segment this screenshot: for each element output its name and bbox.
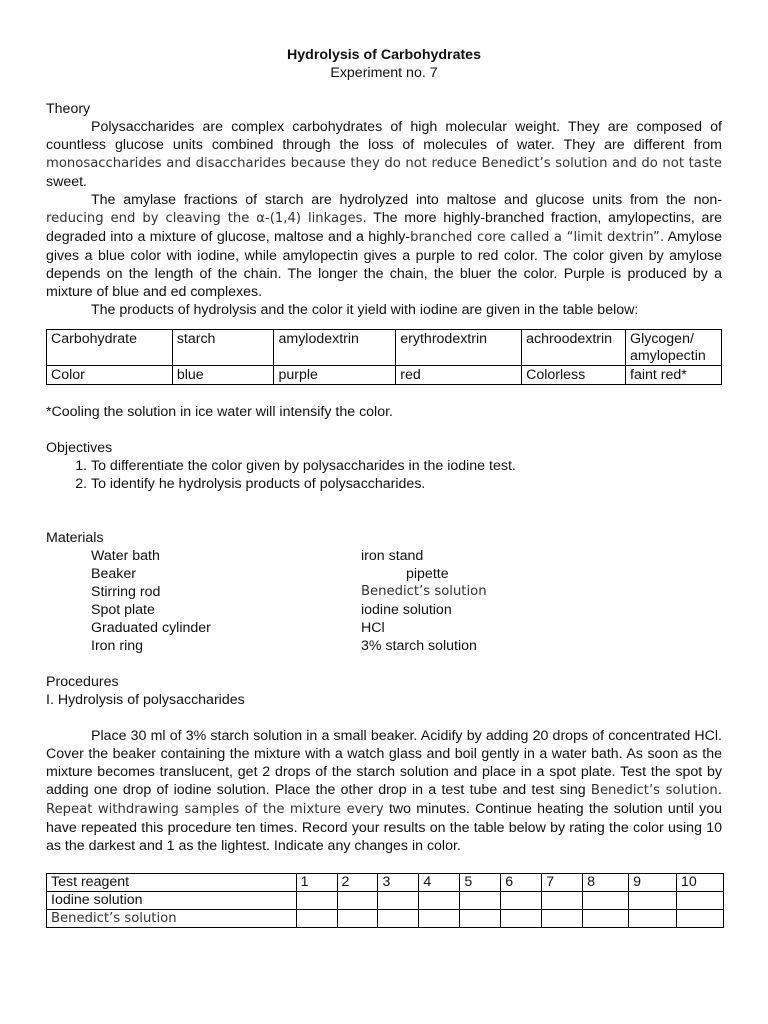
empty-cell[interactable] (419, 910, 460, 928)
table-cell: Carbohydrate (47, 330, 173, 366)
list-item: 2. To identify he hydrolysis products of polysaccharides. (91, 475, 722, 493)
empty-cell[interactable] (296, 892, 337, 910)
cooling-note: *Cooling the solution in ice water will intensify the color. (46, 404, 393, 420)
table-cell: Iodine solution (47, 892, 297, 910)
material-item: Benedict’s solution (361, 584, 487, 599)
material-item: Beaker (91, 566, 136, 582)
table-cell: blue (172, 366, 274, 385)
theory-paragraph-1: Polysaccharides are complex carbohydrates of high molecular weight. They are composed of countless glucose units combined through the loss of molecules of water. They are different from monosaccharides and disaccharides because they do not reduce Benedict’s solution and do not taste sweet. (46, 119, 722, 190)
table-header-cell: 5 (460, 874, 501, 892)
theory-heading: Theory (46, 101, 91, 117)
experiment-number: Experiment no. 7 (330, 65, 438, 81)
table-cell: amylodextrin (274, 330, 396, 366)
table-cell: Color (47, 366, 173, 385)
document-page (46, 46, 722, 928)
material-item: Graduated cylinder (91, 620, 211, 636)
table-header-cell: 4 (419, 874, 460, 892)
table-row (47, 330, 722, 366)
procedure-paragraph: Place 30 ml of 3% starch solution in a small beaker. Acidify by adding 20 drops of concentrated HCl. Cover the beaker containing the mixture with a watch glass and boil gently in a water bath. As soon as the mixture becomes translucent, get 2 drops of the starch solution and place in a spot plate. Test the spot by adding one drop of iodine solution. Place the other drop in a test tube and test sing Benedict’s solution. Repeat withdrawing samples of the mixture every two minutes. Continue heating the solution until you have repeated this procedure ten times. Record your results on the table below by rating the color using 10 as the darkest and 1 as the lightest. Indicate any changes in color. (46, 728, 723, 854)
materials-heading: Materials (46, 530, 104, 546)
document-title: Hydrolysis of Carbohydrates (287, 47, 481, 63)
table-header-cell: 8 (583, 874, 629, 892)
theory-paragraph-3: The products of hydrolysis and the color it yield with iodine are given in the table below: (91, 302, 639, 318)
empty-cell[interactable] (583, 892, 629, 910)
table-header-cell: Test reagent (47, 874, 297, 892)
table-header-cell: 6 (501, 874, 542, 892)
table-header-cell: 3 (378, 874, 419, 892)
table-row (47, 874, 724, 892)
empty-cell[interactable] (419, 892, 460, 910)
empty-cell[interactable] (337, 910, 378, 928)
empty-cell[interactable] (629, 892, 677, 910)
material-item: iodine solution (361, 602, 452, 618)
table-row (47, 892, 724, 910)
material-item: Water bath (91, 548, 160, 564)
table-cell: starch (172, 330, 274, 366)
materials-list (46, 547, 722, 655)
table-row (47, 910, 724, 928)
objectives-list (46, 457, 722, 493)
empty-cell[interactable] (542, 892, 583, 910)
empty-cell[interactable] (629, 910, 677, 928)
empty-cell[interactable] (296, 910, 337, 928)
material-item: HCl (361, 620, 385, 636)
table-header-cell: 2 (337, 874, 378, 892)
objectives-heading: Objectives (46, 440, 113, 456)
empty-cell[interactable] (542, 910, 583, 928)
material-item: iron stand (361, 548, 424, 564)
table-header-cell: 10 (677, 874, 724, 892)
empty-cell[interactable] (378, 910, 419, 928)
procedures-heading: Procedures (46, 674, 119, 690)
empty-cell[interactable] (677, 892, 724, 910)
material-item: Iron ring (91, 638, 144, 654)
empty-cell[interactable] (460, 892, 501, 910)
procedures-subheading: I. Hydrolysis of polysaccharides (46, 692, 245, 708)
material-item: Stirring rod (91, 584, 161, 600)
table-header-cell: 9 (629, 874, 677, 892)
empty-cell[interactable] (460, 910, 501, 928)
empty-cell[interactable] (583, 910, 629, 928)
table-cell: Colorless (522, 366, 626, 385)
table-cell: erythrodextrin (396, 330, 522, 366)
material-item: pipette (406, 566, 449, 582)
table-header-cell: 7 (542, 874, 583, 892)
material-item: Spot plate (91, 602, 155, 618)
table-cell: purple (274, 366, 396, 385)
theory-paragraph-2: The amylase fractions of starch are hydrolyzed into maltose and glucose units from the non-reducing end by cleaving the α-(1,4) linkages. The more highly-branched fraction, amylopectins, are degraded into a mixture of glucose, maltose and a highly-branched core called a “limit dextrin”. Amylose gives a blue color with iodine, while amylopectin gives a purple to red color. The color given by amylose depends on the length of the chain. The longer the chain, the bluer the color. Purple is produced by a mixture of blue and ed complexes. (46, 192, 722, 300)
carbohydrate-color-table (46, 329, 722, 385)
empty-cell[interactable] (501, 910, 542, 928)
material-item: 3% starch solution (361, 638, 477, 654)
empty-cell[interactable] (378, 892, 419, 910)
table-cell: Benedict’s solution (47, 910, 297, 928)
table-cell: faint red* (626, 366, 722, 385)
results-table (46, 873, 724, 928)
table-cell: achroodextrin (522, 330, 626, 366)
empty-cell[interactable] (337, 892, 378, 910)
empty-cell[interactable] (677, 910, 724, 928)
table-cell: red (396, 366, 522, 385)
table-row (47, 366, 722, 385)
table-cell: Glycogen/ amylopectin (626, 330, 722, 366)
empty-cell[interactable] (501, 892, 542, 910)
table-header-cell: 1 (296, 874, 337, 892)
list-item: 1. To differentiate the color given by polysaccharides in the iodine test. (91, 457, 722, 475)
